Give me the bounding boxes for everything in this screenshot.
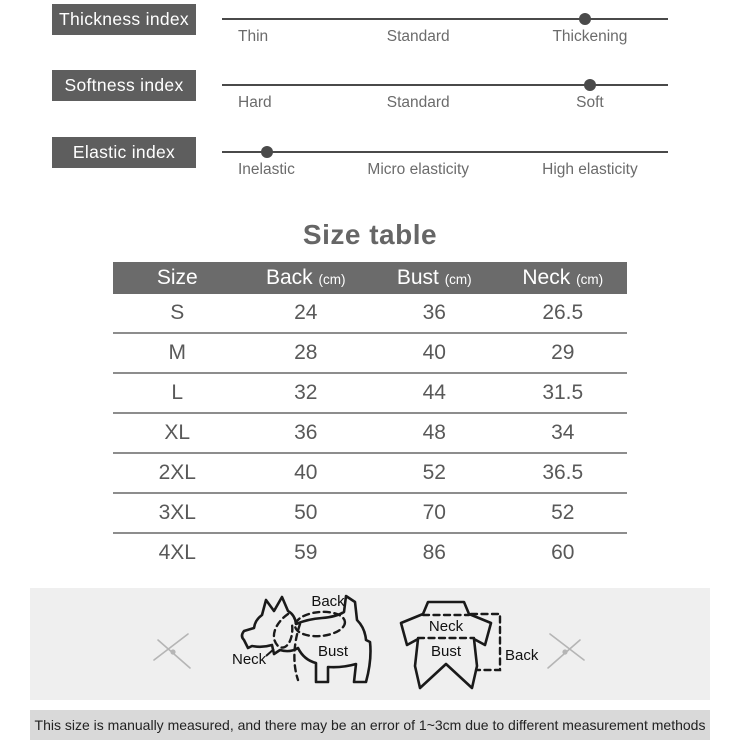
dog-back-label: Back — [311, 593, 345, 610]
elastic-index-row — [0, 137, 740, 199]
measurement-diagram-panel — [30, 588, 710, 700]
table-row-l: L 32 44 31.5 — [113, 373, 627, 413]
table-row-xl: XL 36 48 34 — [113, 413, 627, 453]
prev-arrow-icon[interactable] — [148, 628, 192, 672]
softness-index-row — [0, 70, 740, 132]
elastic-index-dot — [261, 146, 273, 158]
scale-label-micro-elasticity: Micro elasticity — [367, 161, 470, 178]
garment-neck-label: Neck — [428, 618, 464, 635]
table-row-m: M 28 40 29 — [113, 333, 627, 373]
garment-measurement-diagram — [396, 600, 546, 692]
scale-label-standard: Standard — [386, 94, 450, 111]
measurement-disclaimer: This size is manually measured, and there may be an error of 1~3cm due to different measurement methods — [30, 710, 710, 740]
scale-label-inelastic: Inelastic — [238, 161, 295, 178]
dog-bust-label: Bust — [318, 643, 349, 660]
next-arrow-icon[interactable] — [546, 628, 590, 672]
size-table-title: Size table — [302, 219, 438, 250]
thickness-index-label: Thickness index — [52, 4, 196, 35]
col-header-size: Size — [113, 262, 242, 294]
dog-measurement-diagram — [232, 590, 392, 694]
elastic-index-label: Elastic index — [52, 137, 196, 168]
col-header-bust: Bust (cm) — [370, 262, 499, 294]
size-table-header-row — [113, 262, 627, 294]
scale-label-soft: Soft — [576, 94, 604, 111]
table-row-3xl: 3XL 50 70 52 — [113, 493, 627, 533]
garment-back-label: Back — [505, 647, 539, 664]
size-table — [113, 262, 627, 572]
back-measure-line — [294, 610, 346, 638]
garment-bust-label: Bust — [430, 643, 462, 660]
table-row-4xl: 4XL 59 86 60 — [158, 541, 575, 564]
thickness-index-track — [222, 18, 668, 20]
elastic-index-track — [222, 151, 668, 153]
softness-index-scale — [222, 94, 668, 114]
scale-label-standard: Standard — [386, 28, 450, 45]
scale-label-hard: Hard — [238, 94, 272, 111]
neck-measure-line — [274, 614, 292, 648]
scale-label-thin: Thin — [238, 28, 269, 45]
softness-index-dot — [584, 79, 596, 91]
table-row-2xl: 2XL 40 52 36.5 — [113, 453, 627, 493]
softness-index-track — [222, 84, 668, 86]
thickness-index-scale — [222, 28, 668, 48]
col-header-neck: Neck (cm) — [499, 262, 628, 294]
thickness-index-dot — [579, 13, 591, 25]
elastic-index-scale — [222, 161, 668, 181]
softness-index-label: Softness index — [52, 70, 196, 101]
table-row-s: S 24 36 26.5 — [113, 294, 627, 333]
scale-label-high-elasticity: High elasticity — [542, 161, 638, 178]
dog-neck-label: Neck — [232, 651, 267, 668]
col-header-back: Back (cm) — [242, 262, 371, 294]
thickness-index-row — [0, 4, 740, 66]
scale-label-thickening: Thickening — [552, 28, 628, 45]
dog-outline — [242, 596, 371, 682]
